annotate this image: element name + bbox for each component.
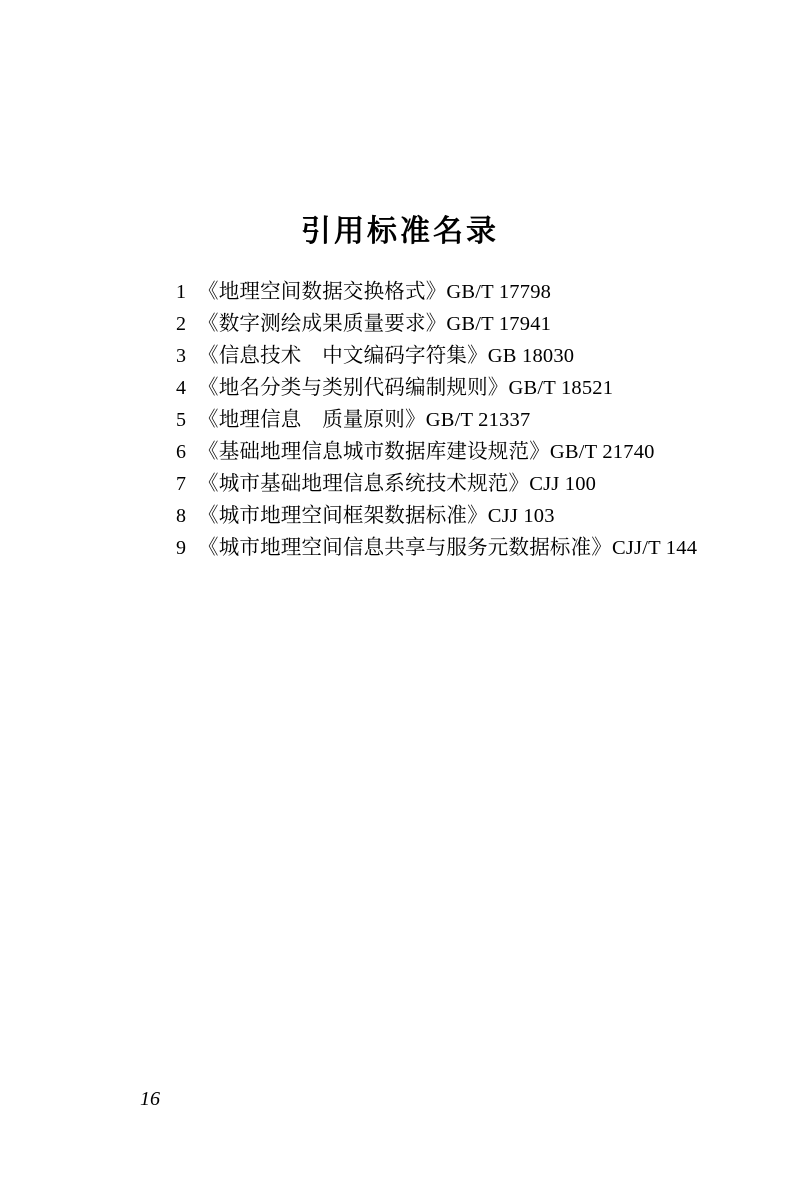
list-item bbox=[160, 372, 760, 404]
list-item bbox=[160, 404, 760, 436]
list-item-number: 8 bbox=[176, 505, 186, 527]
list-item-number: 6 bbox=[176, 441, 186, 463]
list-item-number: 7 bbox=[176, 473, 186, 495]
list-item-label: 《城市地理空间框架数据标准》CJJ 103 bbox=[198, 505, 555, 527]
list-item-label: 《城市基础地理信息系统技术规范》CJJ 100 bbox=[198, 473, 597, 495]
page-title: 引用标准名录 bbox=[301, 215, 499, 249]
list-item-number: 2 bbox=[176, 313, 186, 335]
list-item bbox=[160, 500, 760, 532]
list-item-number: 9 bbox=[176, 537, 186, 559]
list-item-label: 《地名分类与类别代码编制规则》GB/T 18521 bbox=[198, 377, 614, 399]
list-item-label: 《地理空间数据交换格式》GB/T 17798 bbox=[198, 281, 552, 303]
list-item bbox=[160, 532, 760, 564]
list-item-number: 5 bbox=[176, 409, 186, 431]
list-item bbox=[160, 308, 760, 340]
list-item-label: 《信息技术 中文编码字符集》GB 18030 bbox=[198, 345, 575, 367]
list-item-number: 4 bbox=[176, 377, 186, 399]
list-item-label: 《数字测绘成果质量要求》GB/T 17941 bbox=[198, 313, 552, 335]
referenced-standards-list bbox=[160, 276, 760, 564]
list-item bbox=[160, 436, 760, 468]
list-item bbox=[160, 340, 760, 372]
page-number: 16 bbox=[140, 1088, 160, 1110]
list-item-label: 《地理信息 质量原则》GB/T 21337 bbox=[198, 409, 531, 431]
list-item-number: 3 bbox=[176, 345, 186, 367]
list-item bbox=[160, 468, 760, 500]
list-item bbox=[160, 276, 760, 308]
list-item-label: 《城市地理空间信息共享与服务元数据标准》CJJ/T 144 bbox=[198, 537, 698, 559]
list-item-number: 1 bbox=[176, 281, 186, 303]
list-item-label: 《基础地理信息城市数据库建设规范》GB/T 21740 bbox=[198, 441, 655, 463]
